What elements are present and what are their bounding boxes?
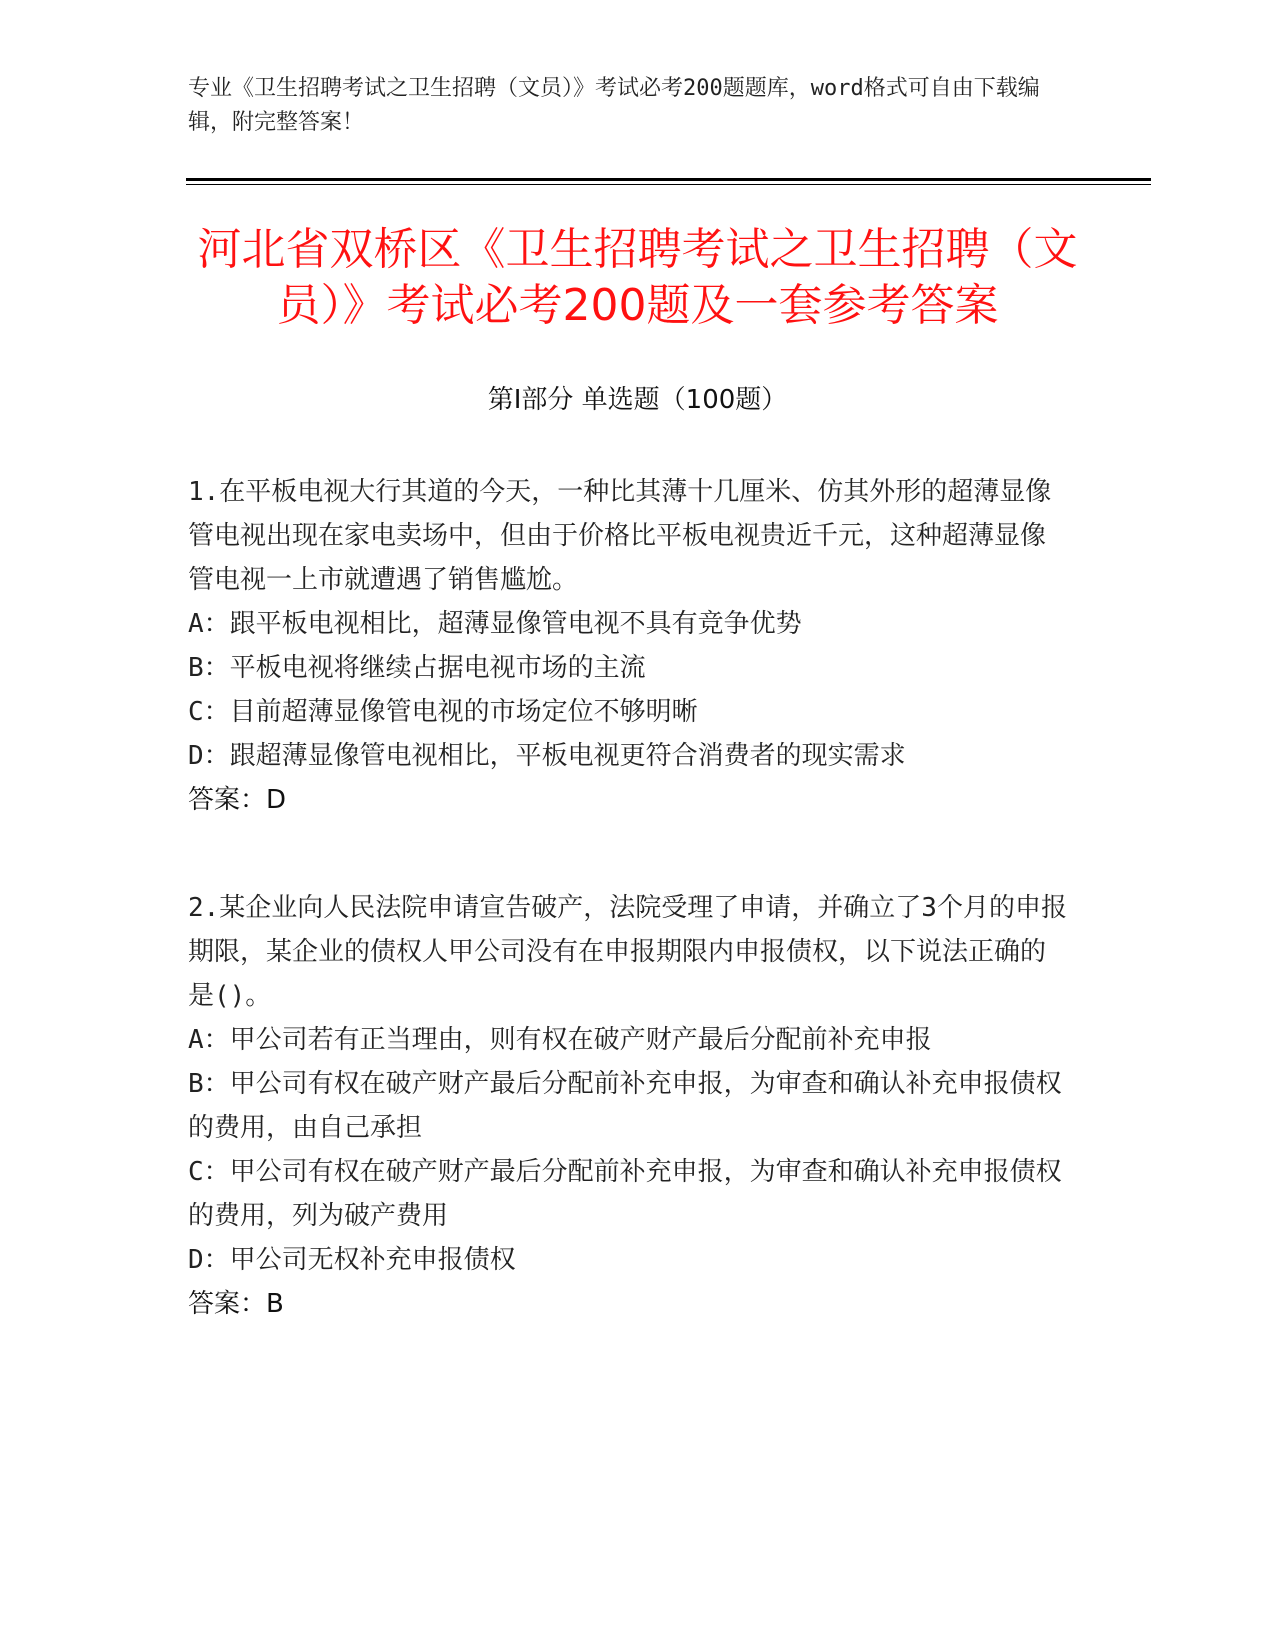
question-2 xyxy=(188,886,1068,1326)
option-c: C：目前超薄显像管电视的市场定位不够明晰 xyxy=(188,697,698,727)
option-b: B：平板电视将继续占据电视市场的主流 xyxy=(188,653,646,683)
question-stem: 1.在平板电视大行其道的今天，一种比其薄十几厘米、仿其外形的超薄显像管电视出现在家电卖场中，但由于价格比平板电视贵近千元，这种超薄显像管电视一上市就遭遇了销售尴尬。 xyxy=(188,477,1052,595)
answer: 答案：D xyxy=(188,785,287,815)
header-rule-thick xyxy=(186,178,1151,181)
option-d: D：甲公司无权补充申报债权 xyxy=(188,1245,516,1275)
option-c: C：甲公司有权在破产财产最后分配前补充申报，为审查和确认补充申报债权的费用，列为破产费用 xyxy=(188,1157,1062,1231)
question-stem: 2.某企业向人民法院申请宣告破产，法院受理了申请，并确立了3个月的申报期限，某企业的债权人甲公司没有在申报期限内申报债权，以下说法正确的是()。 xyxy=(188,893,1067,1011)
document-title: 河北省双桥区《卫生招聘考试之卫生招聘（文员）》考试必考200题及一套参考答案 xyxy=(197,224,1078,331)
option-d: D：跟超薄显像管电视相比，平板电视更符合消费者的现实需求 xyxy=(188,741,906,771)
section-title: 第Ⅰ部分 单选题（100题） xyxy=(487,385,788,415)
option-a: A：甲公司若有正当理由，则有权在破产财产最后分配前补充申报 xyxy=(188,1025,932,1055)
option-b: B：甲公司有权在破产财产最后分配前补充申报，为审查和确认补充申报债权的费用，由自己承担 xyxy=(188,1069,1062,1143)
question-1 xyxy=(188,470,1068,822)
option-a: A：跟平板电视相比，超薄显像管电视不具有竞争优势 xyxy=(188,609,802,639)
header-note: 专业《卫生招聘考试之卫生招聘（文员）》考试必考200题题库，word格式可自由下载编辑，附完整答案！ xyxy=(188,76,1040,135)
header-rule-thin xyxy=(186,184,1151,185)
answer: 答案：B xyxy=(188,1289,284,1319)
